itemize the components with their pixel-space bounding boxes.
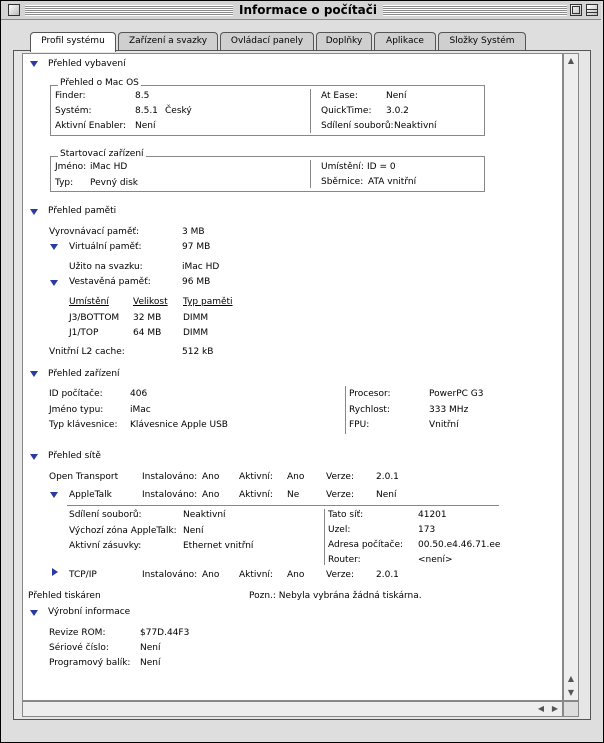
label: Vnitřní L2 cache: [49, 347, 125, 357]
label: Užito na svazku: [69, 262, 143, 272]
value: Ano [287, 472, 305, 482]
label: QuickTime: [321, 106, 372, 116]
label: Instalováno: [142, 472, 198, 482]
box-title: Přehled o Mac OS [60, 78, 139, 88]
label: Programový balík: [49, 658, 131, 668]
scroll-up-arrow-icon[interactable]: ▲ [567, 56, 575, 65]
column-header: Umístění [69, 297, 109, 307]
value: Není [135, 121, 156, 131]
table-cell: 32 MB [133, 313, 162, 323]
label: Rychlost: [349, 405, 390, 415]
label: Virtuální paměť: [69, 242, 142, 252]
table-cell: DIMM [183, 313, 209, 323]
value: Není [386, 91, 407, 101]
value: Není [140, 643, 161, 653]
disclosure-open-icon[interactable] [30, 371, 38, 377]
label: Aktivní: [239, 472, 273, 482]
table-cell: J3/BOTTOM [69, 313, 120, 323]
label: Verze: [326, 570, 354, 580]
disclosure-open-icon[interactable] [30, 61, 38, 67]
value: Ne [287, 490, 300, 500]
network-name: Open Transport [49, 472, 119, 482]
vertical-scrollbar[interactable] [563, 53, 579, 701]
label: Aktivní zásuvky: [69, 541, 142, 551]
value: Klávesnice Apple USB [130, 420, 228, 430]
tab-control-panels[interactable] [220, 32, 314, 51]
section-heading: Přehled tiskáren [28, 591, 101, 601]
value: 41201 [418, 510, 447, 520]
scroll-left-arrow-icon[interactable]: ◀ [537, 704, 545, 713]
value: Ano [287, 570, 305, 580]
value: <není> [418, 555, 453, 565]
disclosure-open-icon[interactable] [50, 244, 58, 250]
divider [345, 386, 346, 434]
disclosure-open-icon[interactable] [30, 454, 38, 460]
value: Vnitřní [429, 420, 459, 430]
label: Umístění: [321, 162, 364, 172]
label: Aktivní Enabler: [55, 121, 127, 131]
printer-note: Pozn.: Nebyla vybrána žádná tiskárna. [249, 591, 422, 601]
value: Není [376, 490, 397, 500]
horizontal-scrollbar[interactable] [22, 701, 563, 717]
collapse-box[interactable] [586, 4, 598, 16]
section-heading: Přehled vybavení [48, 59, 126, 69]
label: Výchozí zóna AppleTalk: [69, 526, 177, 536]
value: Není [183, 526, 204, 536]
label: ID počítače: [49, 389, 103, 399]
label: Jméno: [55, 162, 87, 172]
value: 3.0.2 [386, 106, 409, 116]
table-cell: DIMM [183, 328, 209, 338]
label: Aktivní: [239, 490, 273, 500]
label: Verze: [326, 490, 354, 500]
profile-content [22, 53, 563, 701]
section-heading: Výrobní informace [48, 607, 131, 617]
table-cell: 64 MB [133, 328, 162, 338]
tab-label: Profil systému [41, 36, 105, 46]
label: Sběrnice: [321, 177, 364, 187]
size-box[interactable] [563, 701, 579, 717]
tab-extensions[interactable] [316, 32, 372, 51]
label: Instalováno: [142, 570, 198, 580]
value: 8.5.1 [135, 106, 158, 116]
label: Vestavěná paměť: [69, 277, 151, 287]
value: 2.0.1 [376, 570, 399, 580]
label: Instalováno: [142, 490, 198, 500]
label: Aktivní: [239, 570, 273, 580]
label: Uzel: [328, 525, 351, 535]
value: 97 MB [182, 242, 211, 252]
value: iMac HD [182, 262, 220, 272]
label: Revize ROM: [49, 628, 106, 638]
scroll-right-arrow-icon[interactable]: ▶ [551, 704, 559, 713]
window-title: Informace o počítači [233, 3, 383, 17]
tab-system-profile[interactable] [30, 32, 116, 52]
box-title: Startovací zařízení [60, 149, 144, 159]
value: Ano [202, 490, 220, 500]
label: Verze: [326, 472, 354, 482]
network-name: TCP/IP [69, 570, 97, 580]
label: Tato síť: [328, 510, 364, 520]
divider [67, 505, 499, 506]
scroll-down-arrow-icon[interactable]: ▼ [567, 688, 575, 697]
label: Finder: [55, 91, 86, 101]
close-box[interactable] [8, 4, 20, 16]
label: Router: [328, 555, 361, 565]
tab-label: Aplikace [386, 36, 424, 46]
value: ATA vnitřní [368, 177, 417, 187]
value: 173 [418, 525, 436, 535]
label: Typ: [55, 178, 74, 188]
section-heading: Přehled zařízení [48, 369, 120, 379]
table-cell: J1/TOP [69, 328, 99, 338]
scroll-up-arrow-icon[interactable]: ▲ [567, 674, 575, 683]
tab-label: Složky Systém [449, 36, 515, 46]
value: ID = 0 [367, 162, 396, 172]
value: 3 MB [182, 227, 205, 237]
network-name: AppleTalk [69, 490, 112, 500]
value: Ethernet vnitřní [183, 541, 254, 551]
tab-label: Ovládací panely [230, 36, 304, 46]
label: FPU: [349, 420, 370, 430]
disclosure-open-icon[interactable] [50, 280, 58, 286]
label: Vyrovnávací paměť: [49, 227, 140, 237]
value: iMac [130, 405, 151, 415]
value: 8.5 [135, 91, 150, 101]
value: Ano [202, 472, 220, 482]
value: PowerPC G3 [429, 389, 484, 399]
disclosure-open-icon[interactable] [30, 209, 38, 215]
disclosure-closed-icon[interactable] [52, 568, 58, 576]
value: iMac HD [90, 162, 128, 172]
label: Procesor: [349, 389, 391, 399]
column-header: Typ paměti [183, 297, 233, 307]
value: $77D.44F3 [140, 628, 190, 638]
value: Pevný disk [90, 178, 138, 188]
zoom-box[interactable] [570, 4, 582, 16]
value: 96 MB [182, 277, 211, 287]
disclosure-open-icon[interactable] [50, 492, 58, 498]
divider [310, 89, 311, 133]
label: At Ease: [321, 91, 358, 101]
label: Systém: [55, 106, 92, 116]
value: 333 MHz [429, 405, 469, 415]
value: Český [165, 106, 192, 116]
label: Sériové číslo: [49, 643, 109, 653]
label: Jméno typu: [49, 405, 104, 415]
section-heading: Přehled sítě [48, 451, 101, 461]
label: Sdílení souborů: [321, 121, 394, 131]
label: Sdílení souborů: [69, 510, 142, 520]
value: Neaktivní [183, 510, 226, 520]
divider [324, 509, 325, 565]
value: Neaktivní [394, 121, 437, 131]
section-heading: Přehled paměti [48, 206, 117, 216]
label: Adresa počítače: [328, 540, 404, 550]
tab-label: Zařízení a svazky [128, 36, 208, 46]
value: Ano [202, 570, 220, 580]
tab-devices-volumes[interactable] [118, 32, 218, 51]
value: 406 [130, 389, 148, 399]
value: 512 kB [182, 347, 214, 357]
value: 00.50.e4.46.71.ee [418, 540, 501, 550]
divider [310, 160, 311, 188]
tab-applications[interactable] [374, 32, 436, 51]
value: Není [140, 658, 161, 668]
tab-system-folder[interactable] [438, 32, 526, 51]
tab-label: Doplňky [325, 36, 363, 46]
label: Typ klávesnice: [49, 420, 118, 430]
column-header: Velikost [133, 297, 168, 307]
value: 2.0.1 [376, 472, 399, 482]
disclosure-open-icon[interactable] [30, 610, 38, 616]
title-bar[interactable] [1, 1, 601, 20]
